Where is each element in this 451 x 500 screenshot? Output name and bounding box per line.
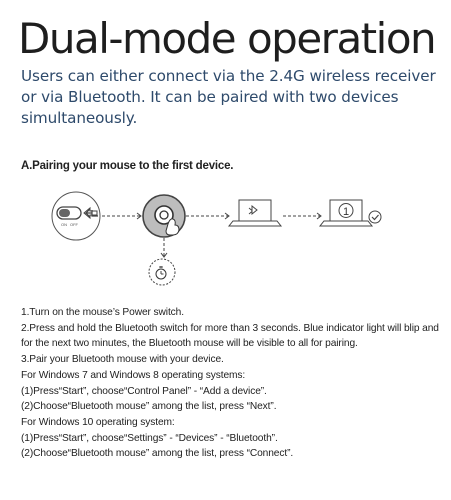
pairing-diagram — [0, 180, 451, 290]
step-item: (1)Press“Start”, choose“Control Panel” - “Add a device”. — [21, 385, 267, 397]
section-heading: A.Pairing your mouse to the first device. — [21, 160, 234, 172]
switch-off-label: OFF — [70, 222, 78, 227]
step-item: (2)Choose“Bluetooth mouse” among the list, press “Next”. — [21, 401, 277, 413]
step-item: (1)Press“Start”, choose“Settings” - “Devices” - “Bluetooth”. — [21, 432, 278, 444]
checkmark-icon — [369, 211, 381, 223]
laptop-number: 1 — [342, 206, 350, 218]
page-title: Dual-mode operation — [18, 14, 436, 63]
instruction-steps — [21, 305, 441, 462]
step-item: 2.Press and hold the Bluetooth switch for more than 3 seconds. Blue indicator light will blip and for the next two minutes, the Bluetooth mouse will be visible to all for pairing. — [21, 322, 439, 350]
step-item: For Windows 7 and Windows 8 operating systems: — [21, 369, 246, 381]
step-item: For Windows 10 operating system: — [21, 416, 175, 428]
arrow-left-icon — [84, 208, 98, 218]
laptop-icon — [229, 200, 281, 226]
step-item: 3.Pair your Bluetooth mouse with your device. — [21, 354, 224, 366]
blink-timer-icon — [149, 259, 175, 285]
switch-on-label: ON — [61, 222, 67, 227]
page-subtitle: Users can either connect via the 2.4G wireless receiver or via Bluetooth. It can be paired with two devices simultaneously. — [21, 67, 436, 127]
step-item: 1.Turn on the mouse’s Power switch. — [21, 307, 184, 318]
bluetooth-icon — [249, 206, 257, 214]
step-item: (2)Choose“Bluetooth mouse” among the list, press “Connect”. — [21, 448, 294, 460]
